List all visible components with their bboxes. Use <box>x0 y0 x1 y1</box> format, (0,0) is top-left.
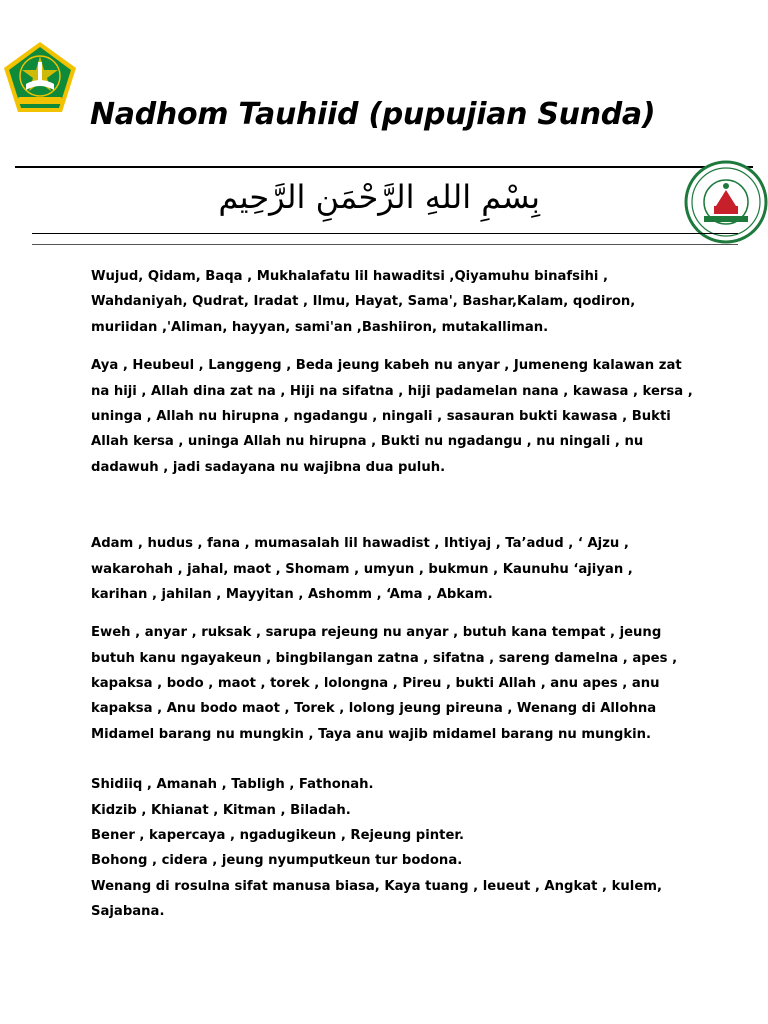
text-line: Bohong , cidera , jeung nyumputkeun tur bodona. <box>91 853 463 869</box>
madrasah-seal-icon <box>684 160 768 244</box>
text-line: Kidzib , Khianat , Kitman , Biladah. <box>91 802 351 818</box>
text-line: muriidan ,'Aliman, hayyan, sami'an ,Bashiiron, mutakalliman. <box>91 319 549 335</box>
text-line: wakarohah , jahal, maot , Shomam , umyun , bukmun , Kaunuhu ‘ajiyan , <box>91 561 633 577</box>
paragraph-3 <box>91 531 691 607</box>
paragraph-5 <box>91 772 691 924</box>
text-line: Shidiiq , Amanah , Tabligh , Fathonah. <box>91 777 374 793</box>
basmala-text: بِسْمِ اللهِ الرَّحْمَنِ الرَّحِيم <box>218 178 540 216</box>
text-line: Allah kersa , uninga Allah nu hirupna , Bukti nu ngadangu , nu ningali , nu <box>91 434 644 450</box>
text-line: Sajabana. <box>91 904 165 920</box>
text-line: kapaksa , Anu bodo maot , Torek , lolong jeung pireuna , Wenang di Allohna <box>91 701 657 717</box>
document-title: Nadhom Tauhiid (pupujian Sunda) <box>90 97 656 132</box>
title-divider <box>15 166 753 168</box>
text-line: Midamel barang nu mungkin , Taya anu wajib midamel barang nu mungkin. <box>91 726 652 742</box>
text-line: Wenang di rosulna sifat manusa biasa, Kaya tuang , leueut , Angkat , kulem, <box>91 878 663 894</box>
text-line: butuh kanu ngayakeun , bingbilangan zatna , sifatna , sareng damelna , apes , <box>91 650 678 666</box>
text-line: na hiji , Allah dina zat na , Hiji na sifatna , hiji padamelan nana , kawasa , kersa , <box>91 383 693 399</box>
text-line: karihan , jahilan , Mayyitan , Ashomm , ‘Ama , Abkam. <box>91 586 493 602</box>
text-line: Wujud, Qidam, Baqa , Mukhalafatu lil hawaditsi ,Qiyamuhu binafsihi , <box>91 269 609 284</box>
text-line: uninga , Allah nu hirupna , ngadangu , ningali , sasauran bukti kawasa , Bukti <box>91 408 671 424</box>
text-line: dadawuh , jadi sadayana nu wajibna dua puluh. <box>91 459 446 475</box>
header-divider-1 <box>32 233 738 234</box>
paragraph-1 <box>91 264 691 340</box>
text-line: Bener , kapercaya , ngadugikeun , Rejeung pinter. <box>91 828 465 844</box>
document-body <box>91 264 691 925</box>
text-line: kapaksa , bodo , maot , torek , lolongna , Pireu , bukti Allah , anu apes , anu <box>91 676 660 692</box>
text-line: Wahdaniyah, Qudrat, Iradat , Ilmu, Hayat, Sama', Bashar,Kalam, qodiron, <box>91 294 636 310</box>
paragraph-4 <box>91 620 691 747</box>
text-line: Aya , Heubeul , Langgeng , Beda jeung kabeh nu anyar , Jumeneng kalawan zat <box>91 358 682 374</box>
kemenag-logo-icon <box>2 40 78 116</box>
text-line: Eweh , anyar , ruksak , sarupa rejeung nu anyar , butuh kana tempat , jeung <box>91 625 662 641</box>
text-line: Adam , hudus , fana , mumasalah lil hawadist , Ihtiyaj , Ta’adud , ‘ Ajzu , <box>91 536 629 552</box>
paragraph-2 <box>91 353 691 480</box>
header-divider-2 <box>32 244 738 245</box>
